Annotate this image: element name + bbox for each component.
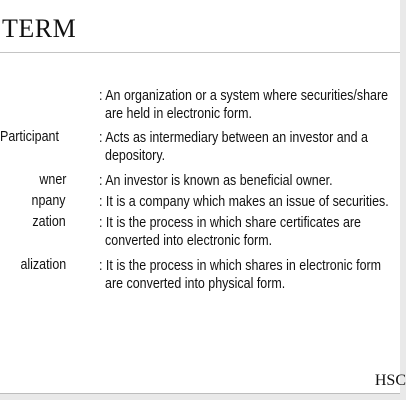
title-divider [0, 52, 400, 53]
term-label: zation [32, 214, 66, 230]
definition-text [99, 172, 333, 190]
term-label: Participant [0, 129, 59, 145]
definition-line: : It is a company which makes an issue of securities. [99, 194, 389, 210]
slide-title: TERM [2, 14, 77, 43]
definition-line: : It is the process in which shares in electronic form [99, 258, 382, 274]
definition-text [99, 214, 361, 250]
footer-label: HSC [374, 372, 406, 389]
term-label: wner [38, 172, 66, 188]
definition-text [99, 129, 368, 165]
definition-text [99, 257, 381, 293]
definition-line: : An investor is known as beneficial owner. [99, 173, 333, 189]
definition-line: : Acts as intermediary between an investor and a [99, 130, 368, 146]
definition-line: : An organization or a system where securities/share [99, 88, 389, 104]
definition-line: converted into electronic form. [105, 233, 273, 249]
definition-line: are held in electronic form. [105, 106, 252, 122]
definition-line: : It is the process in which share certificates are [99, 215, 361, 231]
definition-text [99, 87, 388, 123]
definition-line: depository. [105, 148, 166, 164]
definition-text [99, 193, 389, 211]
definition-line: are converted into physical form. [105, 276, 286, 292]
term-label: alization [20, 257, 66, 273]
term-label: npany [32, 193, 66, 209]
